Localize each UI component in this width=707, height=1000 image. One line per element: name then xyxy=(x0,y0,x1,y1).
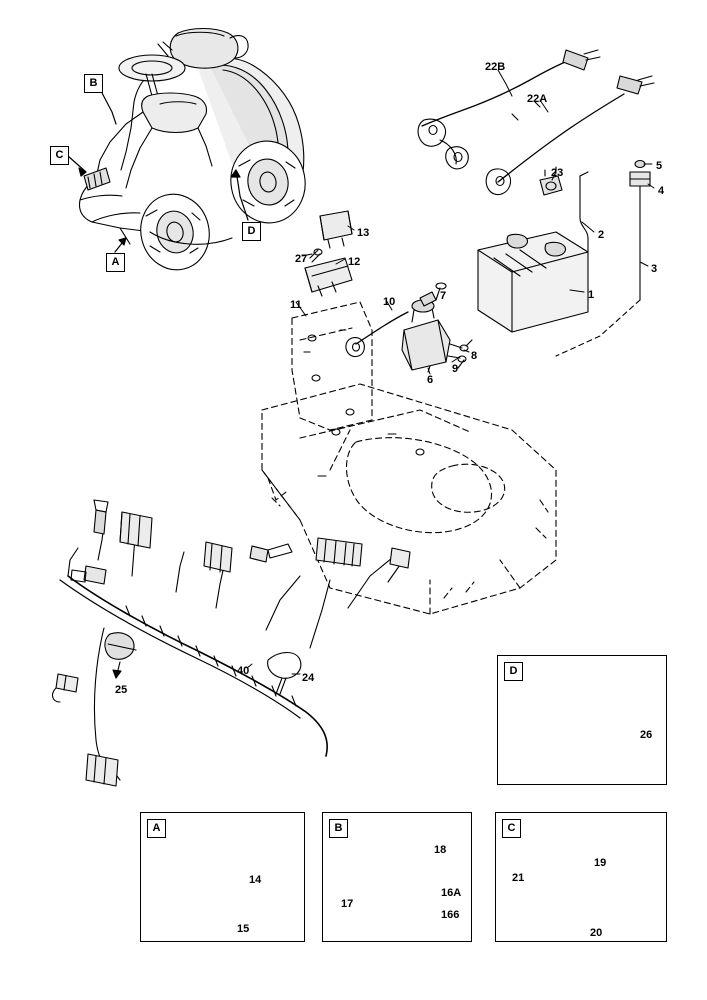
callout-3: 3 xyxy=(651,263,658,275)
callout-17: 17 xyxy=(341,898,354,910)
machine-box-label-a[interactable]: A xyxy=(106,253,125,272)
machine-box-label-b[interactable]: B xyxy=(84,74,103,93)
callout-23: 23 xyxy=(551,167,564,179)
callout-6: 6 xyxy=(427,374,434,386)
callout-11: 11 xyxy=(290,299,302,311)
relay-and-module xyxy=(305,211,352,296)
callout-19: 19 xyxy=(594,857,607,869)
callout-20: 20 xyxy=(590,927,603,939)
callout-40: 40 xyxy=(237,665,250,677)
detail-box-label-b: B xyxy=(329,819,348,838)
detail-box-label-d: D xyxy=(504,662,523,681)
callout-7: 7 xyxy=(440,290,447,302)
detail-box-label-c: C xyxy=(502,819,521,838)
machine-box-label-c[interactable]: C xyxy=(50,146,69,165)
bracket-plate-11 xyxy=(290,299,372,430)
callout-166: 166 xyxy=(441,909,460,921)
callout-21: 21 xyxy=(512,872,525,884)
callout-27: 27 xyxy=(295,253,308,265)
callout-1: 1 xyxy=(588,289,595,301)
callout-10: 10 xyxy=(383,296,396,308)
callout-25: 25 xyxy=(115,684,128,696)
callout-22b: 22B xyxy=(485,61,506,73)
machine-box-label-d[interactable]: D xyxy=(242,222,261,241)
tractor-illustration xyxy=(80,29,312,278)
battery-assembly xyxy=(478,161,650,357)
callout-14: 14 xyxy=(249,874,262,886)
callout-15: 15 xyxy=(237,923,250,935)
callout-26: 26 xyxy=(640,729,653,741)
callout-2: 2 xyxy=(598,229,605,241)
callout-13: 13 xyxy=(357,227,370,239)
callout-8: 8 xyxy=(471,350,478,362)
chassis-frame xyxy=(262,384,556,614)
detail-box-label-a: A xyxy=(147,819,166,838)
solenoid-assembly xyxy=(346,283,472,372)
callout-5: 5 xyxy=(656,160,663,172)
callout-24: 24 xyxy=(302,672,315,684)
wiring-harness-40 xyxy=(53,500,410,786)
chassis-hardware xyxy=(318,429,424,476)
callout-4: 4 xyxy=(658,185,665,197)
battery-cables xyxy=(418,50,654,195)
callout-12: 12 xyxy=(348,256,361,268)
callout-22a: 22A xyxy=(527,93,548,105)
callout-9: 9 xyxy=(452,363,459,375)
callout-18: 18 xyxy=(434,844,447,856)
callout-16a: 16A xyxy=(441,887,462,899)
